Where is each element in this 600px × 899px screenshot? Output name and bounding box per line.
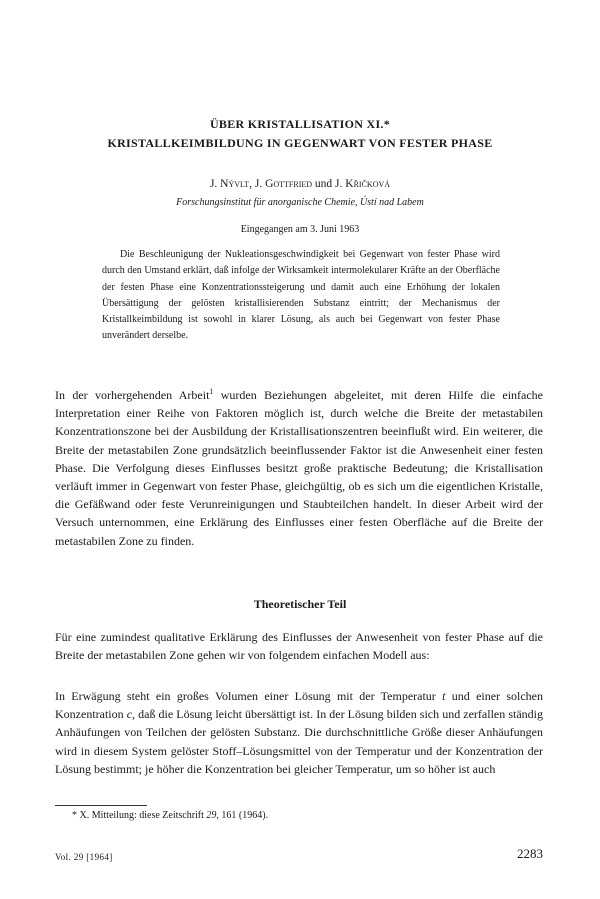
footnote-text-b: , 161 (1964). bbox=[216, 810, 269, 821]
article-subtitle: KRISTALLKEIMBILDUNG IN GEGENWART VON FESTER PHASE bbox=[107, 136, 493, 150]
abstract-text: Die Beschleunigung der Nukleationsgeschwindigkeit bei Gegenwart von fester Phase wird durch den Umstand erklärt, daß infolge der Wirksamkeit intermolekularer Kräfte an der Oberfläche der festen Phase eine Konzentrationssteigerung und damit auch eine Erhöhung der lokalen Übersättigung der gelösten kristallisierenden Substanz eintritt; der Mechanismus der Kristallkeimbildung ist sowohl in klarer Lösung, als auch bei Gegenwart von fester Phase unverändert derselbe. bbox=[102, 249, 500, 342]
intro-paragraph bbox=[55, 383, 543, 550]
received-date: Eingegangen am 3. Juni 1963 bbox=[240, 224, 360, 235]
section-heading: Theoretischer Teil bbox=[253, 597, 347, 611]
author-list bbox=[0, 178, 600, 190]
footnote-text-a: * X. Mitteilung: diese Zeitschrift bbox=[72, 810, 207, 821]
theory-paragraph-1-text: Für eine zumindest qualitative Erklärung des Einflusses der Anwesenheit von fester Phase auf die Breite der metastabilen Zone gehen wir von folgendem einfachen Modell aus: bbox=[55, 630, 543, 663]
intro-text-rest: wurden Beziehungen abgeleitet, mit deren Hilfe die einfache Interpretation einer Reihe von Faktoren möglich ist, durch welche die Breite der metastabilen Konzentrationszone bei der Ausbildung der Kristallisationszentren beeinflußt wird. Ein weiterer, die Breite der metastabilen Zone grundsätzlich beeinflussender Faktor ist die Anwesenheit einer festen Phase. Die Verfolgung dieses Einflusses besitzt große praktische Bedeutung; die Kristallisation verläuft immer in Gegenwart von fester Phase, gleichgültig, ob es sich um die eigentlichen Kristalle, die Gefäßwand oder feste Verunreinigungen und Staubteilchen handelt. In dieser Arbeit wird der Versuch unternommen, eine Erklärung des Einflusses einer festen Oberfläche auf die Breite der metastabilen Zone zu finden. bbox=[55, 388, 543, 548]
variable-t: t bbox=[442, 689, 446, 703]
intro-text-start: In der vorhergehenden Arbeit bbox=[55, 388, 210, 402]
author-separator-1: , J. bbox=[249, 178, 266, 190]
theory-text-b: und einer solchen Konzentration bbox=[55, 689, 544, 722]
theory-text-a: In Erwägung steht ein großes Volumen einer Lösung mit der Temperatur bbox=[55, 689, 443, 703]
author-1-initial: J. bbox=[209, 178, 221, 190]
footnote-divider bbox=[55, 805, 147, 806]
abstract bbox=[102, 247, 500, 345]
footnote-volume: 29 bbox=[206, 810, 217, 821]
author-3-name: Křičková bbox=[345, 178, 391, 190]
reference-marker: 1 bbox=[209, 387, 214, 396]
author-1-name: Nývlt bbox=[220, 178, 250, 190]
theory-paragraph-2 bbox=[55, 687, 543, 778]
theory-text-rest: , daß die Lösung leicht übersättigt ist. In der Lösung bilden sich und zerfallen ständig Anhäufungen von Teilchen der gelösten Substanz. Die durchschnittliche Größe dieser Anhäufungen wird in diesem System gelöster Stoff–Lösungsmittel von der Temperatur und der Konzentration der Lösung bestimmt; je höher die Konzentration bei gleicher Temperatur, um so höher ist auch bbox=[55, 707, 543, 776]
variable-c: c bbox=[126, 707, 133, 722]
author-separator-2: und J. bbox=[312, 178, 346, 190]
page-number: 2283 bbox=[517, 846, 543, 861]
footnote bbox=[72, 810, 542, 821]
affiliation: Forschungsinstitut für anorganische Chemie, Ústí nad Labem bbox=[176, 197, 424, 208]
article-title: ÜBER KRISTALLISATION XI.* bbox=[209, 117, 391, 131]
journal-volume: Vol. 29 [1964] bbox=[55, 852, 113, 862]
theory-paragraph-1 bbox=[55, 628, 543, 664]
author-2-name: Gottfried bbox=[265, 178, 313, 190]
